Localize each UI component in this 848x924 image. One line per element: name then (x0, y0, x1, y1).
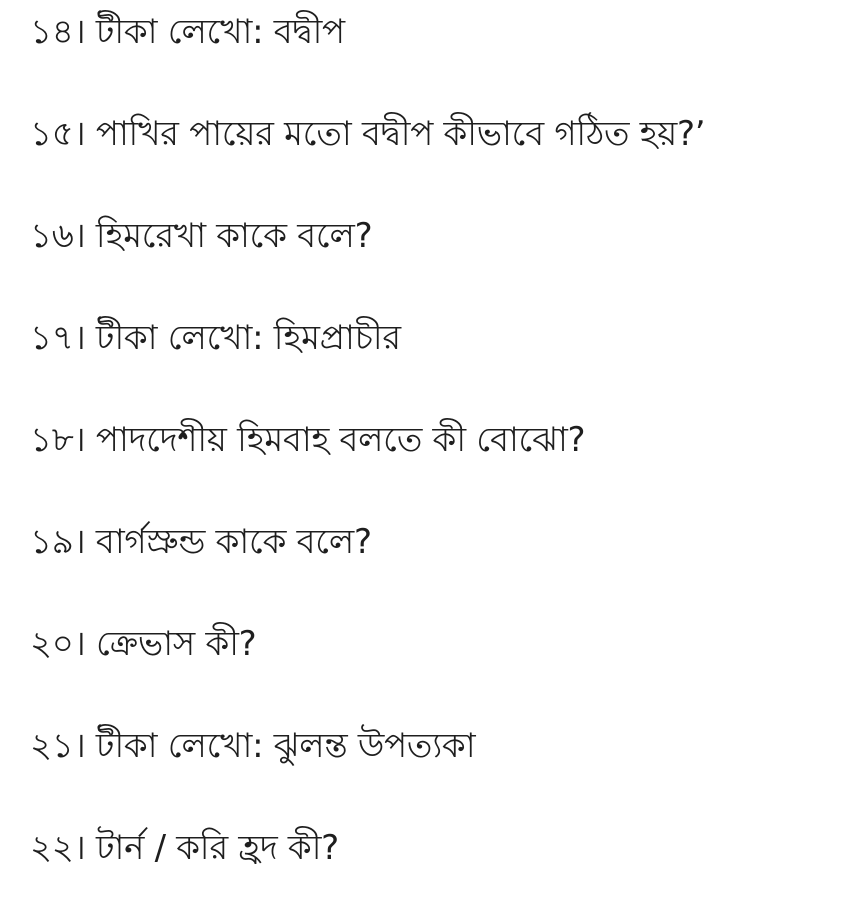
question-15: ১৫। পাখির পায়ের মতো বদ্বীপ কীভাবে গঠিত হয়?’ (30, 114, 706, 154)
question-16: ১৬। হিমরেখা কাকে বলে? (30, 216, 373, 256)
question-list (30, 6, 828, 924)
question-19: ১৯। বার্গস্রুন্ড কাকে বলে? (30, 522, 372, 562)
question-20: ২০। ক্রেভাস কী? (30, 624, 257, 664)
question-14: ১৪। টীকা লেখো: বদ্বীপ (30, 12, 345, 52)
question-18: ১৮। পাদদেশীয় হিমবাহ বলতে কী বোঝো? (30, 420, 586, 460)
question-21: ২১। টীকা লেখো: ঝুলন্ত উপত্যকা (30, 726, 476, 766)
question-17: ১৭। টীকা লেখো: হিমপ্রাচীর (30, 318, 401, 358)
question-22: ২২। টার্ন / করি হ্রদ কী? (30, 828, 339, 868)
